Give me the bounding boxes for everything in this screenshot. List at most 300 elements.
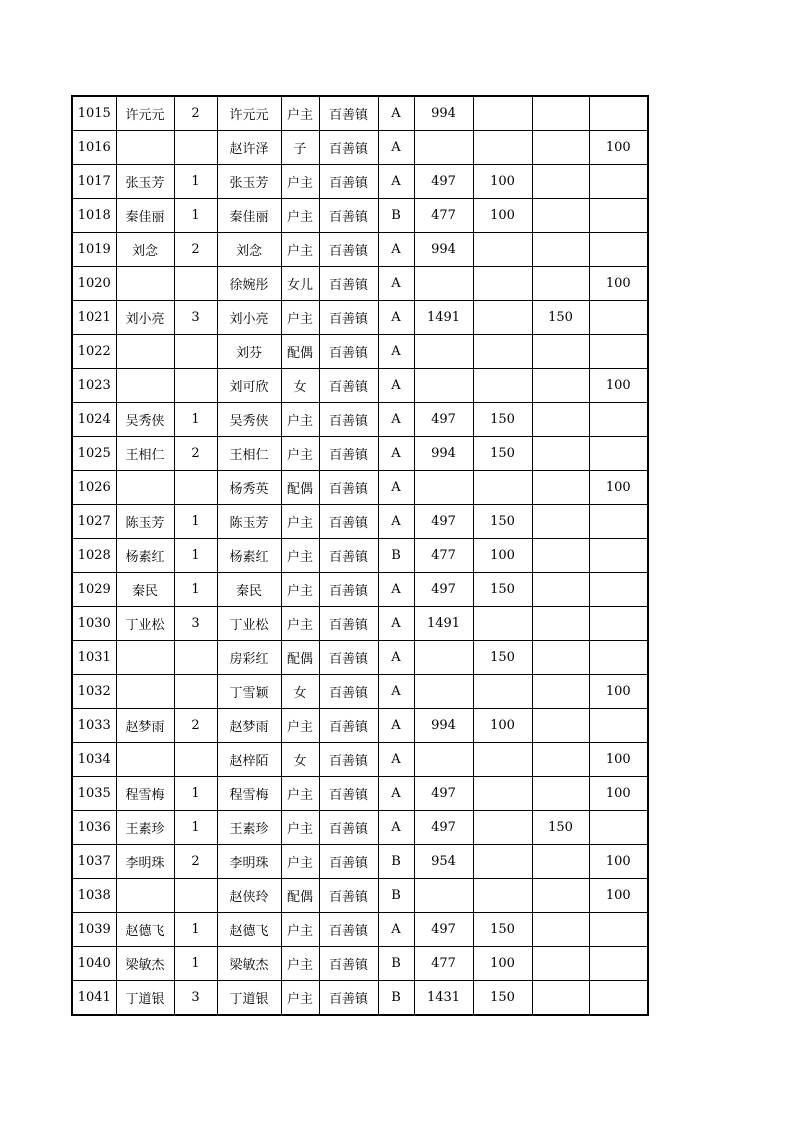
cell-amount-base: 1491 (414, 301, 473, 335)
cell-member-name: 秦民 (217, 573, 281, 607)
cell-household-size (174, 131, 217, 165)
cell-town: 百善镇 (319, 947, 378, 981)
cell-row-number: 1038 (72, 879, 116, 913)
table-row (72, 743, 648, 777)
cell-amount-4 (589, 335, 648, 369)
cell-town: 百善镇 (319, 301, 378, 335)
cell-amount-4: 100 (589, 471, 648, 505)
cell-amount-3 (532, 709, 589, 743)
cell-category: A (378, 335, 414, 369)
cell-household-head (116, 675, 174, 709)
cell-amount-4: 100 (589, 267, 648, 301)
cell-relationship: 户主 (281, 165, 319, 199)
cell-household-size: 3 (174, 981, 217, 1016)
table-row (72, 981, 648, 1016)
cell-member-name: 丁业松 (217, 607, 281, 641)
cell-row-number: 1028 (72, 539, 116, 573)
cell-member-name: 赵梦雨 (217, 709, 281, 743)
cell-amount-3 (532, 233, 589, 267)
cell-amount-2: 150 (473, 641, 532, 675)
table-row (72, 641, 648, 675)
cell-amount-4: 100 (589, 675, 648, 709)
cell-relationship: 户主 (281, 96, 319, 131)
cell-amount-2: 150 (473, 913, 532, 947)
cell-amount-base: 954 (414, 845, 473, 879)
cell-household-head: 秦佳丽 (116, 199, 174, 233)
cell-household-head: 王素珍 (116, 811, 174, 845)
cell-household-head: 张玉芳 (116, 165, 174, 199)
cell-row-number: 1035 (72, 777, 116, 811)
cell-category: A (378, 777, 414, 811)
table-row (72, 505, 648, 539)
cell-row-number: 1020 (72, 267, 116, 301)
cell-amount-3 (532, 573, 589, 607)
cell-relationship: 户主 (281, 233, 319, 267)
cell-amount-3: 150 (532, 301, 589, 335)
cell-amount-4 (589, 233, 648, 267)
cell-member-name: 刘芬 (217, 335, 281, 369)
cell-household-size: 1 (174, 947, 217, 981)
cell-amount-3 (532, 199, 589, 233)
cell-relationship: 户主 (281, 947, 319, 981)
cell-row-number: 1040 (72, 947, 116, 981)
cell-town: 百善镇 (319, 165, 378, 199)
cell-town: 百善镇 (319, 267, 378, 301)
cell-household-head (116, 131, 174, 165)
cell-amount-2 (473, 335, 532, 369)
cell-amount-base: 497 (414, 913, 473, 947)
cell-amount-base (414, 335, 473, 369)
cell-town: 百善镇 (319, 709, 378, 743)
cell-amount-3 (532, 369, 589, 403)
cell-relationship: 户主 (281, 437, 319, 471)
table-row (72, 165, 648, 199)
cell-category: A (378, 811, 414, 845)
cell-household-size (174, 471, 217, 505)
cell-member-name: 梁敏杰 (217, 947, 281, 981)
table-row (72, 777, 648, 811)
cell-household-size: 1 (174, 539, 217, 573)
cell-member-name: 王相仁 (217, 437, 281, 471)
cell-row-number: 1017 (72, 165, 116, 199)
cell-category: A (378, 437, 414, 471)
cell-amount-2: 150 (473, 981, 532, 1016)
cell-household-head: 丁业松 (116, 607, 174, 641)
cell-household-head: 杨素红 (116, 539, 174, 573)
cell-amount-3 (532, 335, 589, 369)
table-row (72, 811, 648, 845)
cell-household-head: 程雪梅 (116, 777, 174, 811)
cell-amount-4: 100 (589, 879, 648, 913)
cell-amount-3 (532, 403, 589, 437)
cell-town: 百善镇 (319, 573, 378, 607)
cell-relationship: 户主 (281, 403, 319, 437)
cell-household-size (174, 369, 217, 403)
cell-relationship: 户主 (281, 607, 319, 641)
cell-amount-4: 100 (589, 845, 648, 879)
cell-amount-4 (589, 947, 648, 981)
cell-household-head (116, 335, 174, 369)
cell-household-head: 赵德飞 (116, 913, 174, 947)
cell-amount-base (414, 267, 473, 301)
cell-amount-4 (589, 301, 648, 335)
cell-amount-3 (532, 777, 589, 811)
table-row (72, 131, 648, 165)
cell-town: 百善镇 (319, 403, 378, 437)
cell-amount-4 (589, 709, 648, 743)
cell-relationship: 子 (281, 131, 319, 165)
table-row (72, 96, 648, 131)
table-row (72, 335, 648, 369)
cell-member-name: 杨秀英 (217, 471, 281, 505)
cell-household-head: 刘小亮 (116, 301, 174, 335)
cell-relationship: 户主 (281, 811, 319, 845)
cell-amount-2 (473, 301, 532, 335)
cell-amount-3 (532, 165, 589, 199)
cell-amount-base (414, 641, 473, 675)
cell-town: 百善镇 (319, 607, 378, 641)
cell-category: A (378, 913, 414, 947)
cell-relationship: 女 (281, 743, 319, 777)
cell-member-name: 徐婉彤 (217, 267, 281, 301)
cell-town: 百善镇 (319, 981, 378, 1016)
cell-row-number: 1022 (72, 335, 116, 369)
cell-amount-2 (473, 369, 532, 403)
cell-row-number: 1037 (72, 845, 116, 879)
cell-amount-3 (532, 845, 589, 879)
cell-relationship: 配偶 (281, 879, 319, 913)
cell-household-head: 许元元 (116, 96, 174, 131)
cell-row-number: 1016 (72, 131, 116, 165)
cell-amount-base: 994 (414, 233, 473, 267)
cell-category: A (378, 607, 414, 641)
cell-amount-base (414, 879, 473, 913)
cell-category: A (378, 96, 414, 131)
cell-amount-base: 497 (414, 403, 473, 437)
cell-household-head (116, 743, 174, 777)
cell-amount-2 (473, 607, 532, 641)
cell-member-name: 吴秀侠 (217, 403, 281, 437)
cell-row-number: 1021 (72, 301, 116, 335)
table-row (72, 301, 648, 335)
cell-relationship: 女 (281, 675, 319, 709)
cell-relationship: 户主 (281, 845, 319, 879)
cell-amount-4 (589, 437, 648, 471)
table-row (72, 675, 648, 709)
cell-row-number: 1027 (72, 505, 116, 539)
cell-relationship: 户主 (281, 709, 319, 743)
cell-household-size: 1 (174, 777, 217, 811)
cell-household-size: 2 (174, 233, 217, 267)
cell-member-name: 刘小亮 (217, 301, 281, 335)
cell-household-head: 吴秀侠 (116, 403, 174, 437)
table-row (72, 947, 648, 981)
table-row (72, 573, 648, 607)
cell-household-size: 2 (174, 437, 217, 471)
cell-category: A (378, 403, 414, 437)
cell-household-size (174, 675, 217, 709)
cell-category: A (378, 267, 414, 301)
cell-member-name: 许元元 (217, 96, 281, 131)
cell-household-size: 1 (174, 403, 217, 437)
cell-member-name: 赵侠玲 (217, 879, 281, 913)
cell-household-size: 1 (174, 505, 217, 539)
cell-amount-base: 994 (414, 96, 473, 131)
cell-amount-base: 497 (414, 505, 473, 539)
cell-member-name: 程雪梅 (217, 777, 281, 811)
cell-household-head: 刘念 (116, 233, 174, 267)
cell-relationship: 户主 (281, 777, 319, 811)
cell-amount-3 (532, 675, 589, 709)
cell-row-number: 1032 (72, 675, 116, 709)
cell-relationship: 户主 (281, 981, 319, 1016)
cell-category: A (378, 675, 414, 709)
cell-amount-4 (589, 811, 648, 845)
cell-member-name: 张玉芳 (217, 165, 281, 199)
cell-amount-2 (473, 267, 532, 301)
table-row (72, 709, 648, 743)
cell-category: A (378, 369, 414, 403)
cell-household-size (174, 641, 217, 675)
cell-row-number: 1034 (72, 743, 116, 777)
cell-household-size: 1 (174, 199, 217, 233)
cell-member-name: 杨素红 (217, 539, 281, 573)
table-row (72, 879, 648, 913)
cell-member-name: 秦佳丽 (217, 199, 281, 233)
cell-town: 百善镇 (319, 539, 378, 573)
cell-relationship: 户主 (281, 573, 319, 607)
cell-category: B (378, 539, 414, 573)
cell-household-head: 秦民 (116, 573, 174, 607)
cell-household-head (116, 471, 174, 505)
cell-category: A (378, 233, 414, 267)
cell-amount-base: 994 (414, 709, 473, 743)
cell-household-size: 3 (174, 301, 217, 335)
cell-row-number: 1018 (72, 199, 116, 233)
cell-category: A (378, 165, 414, 199)
cell-amount-base: 477 (414, 539, 473, 573)
cell-row-number: 1031 (72, 641, 116, 675)
cell-household-head: 李明珠 (116, 845, 174, 879)
cell-amount-2 (473, 471, 532, 505)
table-row (72, 369, 648, 403)
cell-amount-2: 150 (473, 573, 532, 607)
cell-amount-4 (589, 505, 648, 539)
cell-row-number: 1024 (72, 403, 116, 437)
cell-member-name: 刘可欣 (217, 369, 281, 403)
cell-member-name: 丁道银 (217, 981, 281, 1016)
cell-member-name: 李明珠 (217, 845, 281, 879)
cell-row-number: 1019 (72, 233, 116, 267)
cell-relationship: 女儿 (281, 267, 319, 301)
cell-amount-4: 100 (589, 743, 648, 777)
cell-category: B (378, 199, 414, 233)
cell-amount-4 (589, 913, 648, 947)
cell-amount-3 (532, 131, 589, 165)
cell-amount-3 (532, 743, 589, 777)
cell-amount-2 (473, 811, 532, 845)
table-row (72, 845, 648, 879)
cell-amount-2: 100 (473, 539, 532, 573)
cell-amount-4: 100 (589, 131, 648, 165)
table-row (72, 539, 648, 573)
cell-row-number: 1033 (72, 709, 116, 743)
cell-town: 百善镇 (319, 777, 378, 811)
cell-household-head: 赵梦雨 (116, 709, 174, 743)
cell-amount-3 (532, 539, 589, 573)
cell-amount-2 (473, 879, 532, 913)
cell-row-number: 1023 (72, 369, 116, 403)
cell-category: A (378, 471, 414, 505)
cell-household-size: 1 (174, 913, 217, 947)
cell-household-size (174, 335, 217, 369)
cell-row-number: 1025 (72, 437, 116, 471)
cell-amount-4 (589, 641, 648, 675)
cell-town: 百善镇 (319, 96, 378, 131)
cell-household-head: 王相仁 (116, 437, 174, 471)
cell-town: 百善镇 (319, 437, 378, 471)
cell-amount-2 (473, 743, 532, 777)
cell-amount-3 (532, 471, 589, 505)
table-row (72, 403, 648, 437)
cell-category: A (378, 505, 414, 539)
cell-amount-4 (589, 165, 648, 199)
cell-amount-4: 100 (589, 369, 648, 403)
cell-row-number: 1030 (72, 607, 116, 641)
cell-category: A (378, 743, 414, 777)
cell-household-size (174, 267, 217, 301)
cell-household-head: 陈玉芳 (116, 505, 174, 539)
cell-amount-2: 150 (473, 437, 532, 471)
table-row (72, 913, 648, 947)
cell-category: A (378, 641, 414, 675)
cell-household-size: 1 (174, 811, 217, 845)
cell-amount-2 (473, 233, 532, 267)
table-row (72, 267, 648, 301)
cell-amount-2 (473, 845, 532, 879)
cell-member-name: 赵梓陌 (217, 743, 281, 777)
cell-amount-4 (589, 981, 648, 1016)
cell-amount-base (414, 675, 473, 709)
cell-row-number: 1039 (72, 913, 116, 947)
cell-amount-3 (532, 437, 589, 471)
cell-amount-2: 100 (473, 199, 532, 233)
cell-amount-3 (532, 607, 589, 641)
roster-body (72, 96, 648, 1015)
cell-relationship: 女 (281, 369, 319, 403)
cell-amount-base (414, 369, 473, 403)
cell-amount-4 (589, 96, 648, 131)
cell-category: B (378, 879, 414, 913)
cell-amount-base: 497 (414, 777, 473, 811)
cell-category: A (378, 131, 414, 165)
cell-relationship: 户主 (281, 913, 319, 947)
cell-relationship: 户主 (281, 539, 319, 573)
cell-row-number: 1036 (72, 811, 116, 845)
cell-category: A (378, 709, 414, 743)
cell-amount-4 (589, 199, 648, 233)
cell-town: 百善镇 (319, 641, 378, 675)
cell-household-head (116, 267, 174, 301)
cell-member-name: 刘念 (217, 233, 281, 267)
cell-household-head: 梁敏杰 (116, 947, 174, 981)
cell-amount-3 (532, 981, 589, 1016)
cell-town: 百善镇 (319, 199, 378, 233)
cell-amount-4 (589, 607, 648, 641)
cell-town: 百善镇 (319, 913, 378, 947)
cell-household-head: 丁道银 (116, 981, 174, 1016)
cell-town: 百善镇 (319, 131, 378, 165)
cell-amount-base: 1431 (414, 981, 473, 1016)
cell-member-name: 赵许泽 (217, 131, 281, 165)
cell-member-name: 赵德飞 (217, 913, 281, 947)
cell-town: 百善镇 (319, 879, 378, 913)
cell-town: 百善镇 (319, 233, 378, 267)
cell-amount-base: 497 (414, 573, 473, 607)
cell-household-size: 1 (174, 165, 217, 199)
cell-row-number: 1029 (72, 573, 116, 607)
cell-amount-base: 994 (414, 437, 473, 471)
cell-amount-3: 150 (532, 811, 589, 845)
table-row (72, 437, 648, 471)
cell-amount-2: 150 (473, 505, 532, 539)
table-row (72, 233, 648, 267)
cell-amount-3 (532, 641, 589, 675)
cell-household-size: 3 (174, 607, 217, 641)
cell-town: 百善镇 (319, 505, 378, 539)
cell-row-number: 1015 (72, 96, 116, 131)
cell-household-size: 1 (174, 573, 217, 607)
cell-amount-2 (473, 777, 532, 811)
table-row (72, 199, 648, 233)
cell-town: 百善镇 (319, 743, 378, 777)
cell-amount-base: 477 (414, 947, 473, 981)
cell-category: B (378, 947, 414, 981)
cell-town: 百善镇 (319, 811, 378, 845)
table-row (72, 607, 648, 641)
cell-amount-4 (589, 539, 648, 573)
cell-amount-3 (532, 879, 589, 913)
cell-amount-2 (473, 96, 532, 131)
cell-category: B (378, 845, 414, 879)
cell-amount-base: 1491 (414, 607, 473, 641)
cell-amount-2: 100 (473, 709, 532, 743)
cell-amount-base (414, 743, 473, 777)
cell-amount-4 (589, 573, 648, 607)
cell-household-size: 2 (174, 709, 217, 743)
cell-member-name: 丁雪颖 (217, 675, 281, 709)
table-row (72, 471, 648, 505)
cell-amount-base (414, 471, 473, 505)
cell-relationship: 户主 (281, 301, 319, 335)
cell-relationship: 户主 (281, 199, 319, 233)
cell-amount-base: 477 (414, 199, 473, 233)
cell-amount-2 (473, 675, 532, 709)
cell-household-size: 2 (174, 845, 217, 879)
cell-household-size (174, 743, 217, 777)
cell-amount-4: 100 (589, 777, 648, 811)
cell-town: 百善镇 (319, 845, 378, 879)
cell-amount-2: 100 (473, 947, 532, 981)
cell-town: 百善镇 (319, 335, 378, 369)
cell-amount-4 (589, 403, 648, 437)
cell-amount-3 (532, 267, 589, 301)
cell-household-head (116, 641, 174, 675)
cell-category: A (378, 573, 414, 607)
cell-amount-3 (532, 505, 589, 539)
cell-relationship: 配偶 (281, 471, 319, 505)
cell-town: 百善镇 (319, 471, 378, 505)
